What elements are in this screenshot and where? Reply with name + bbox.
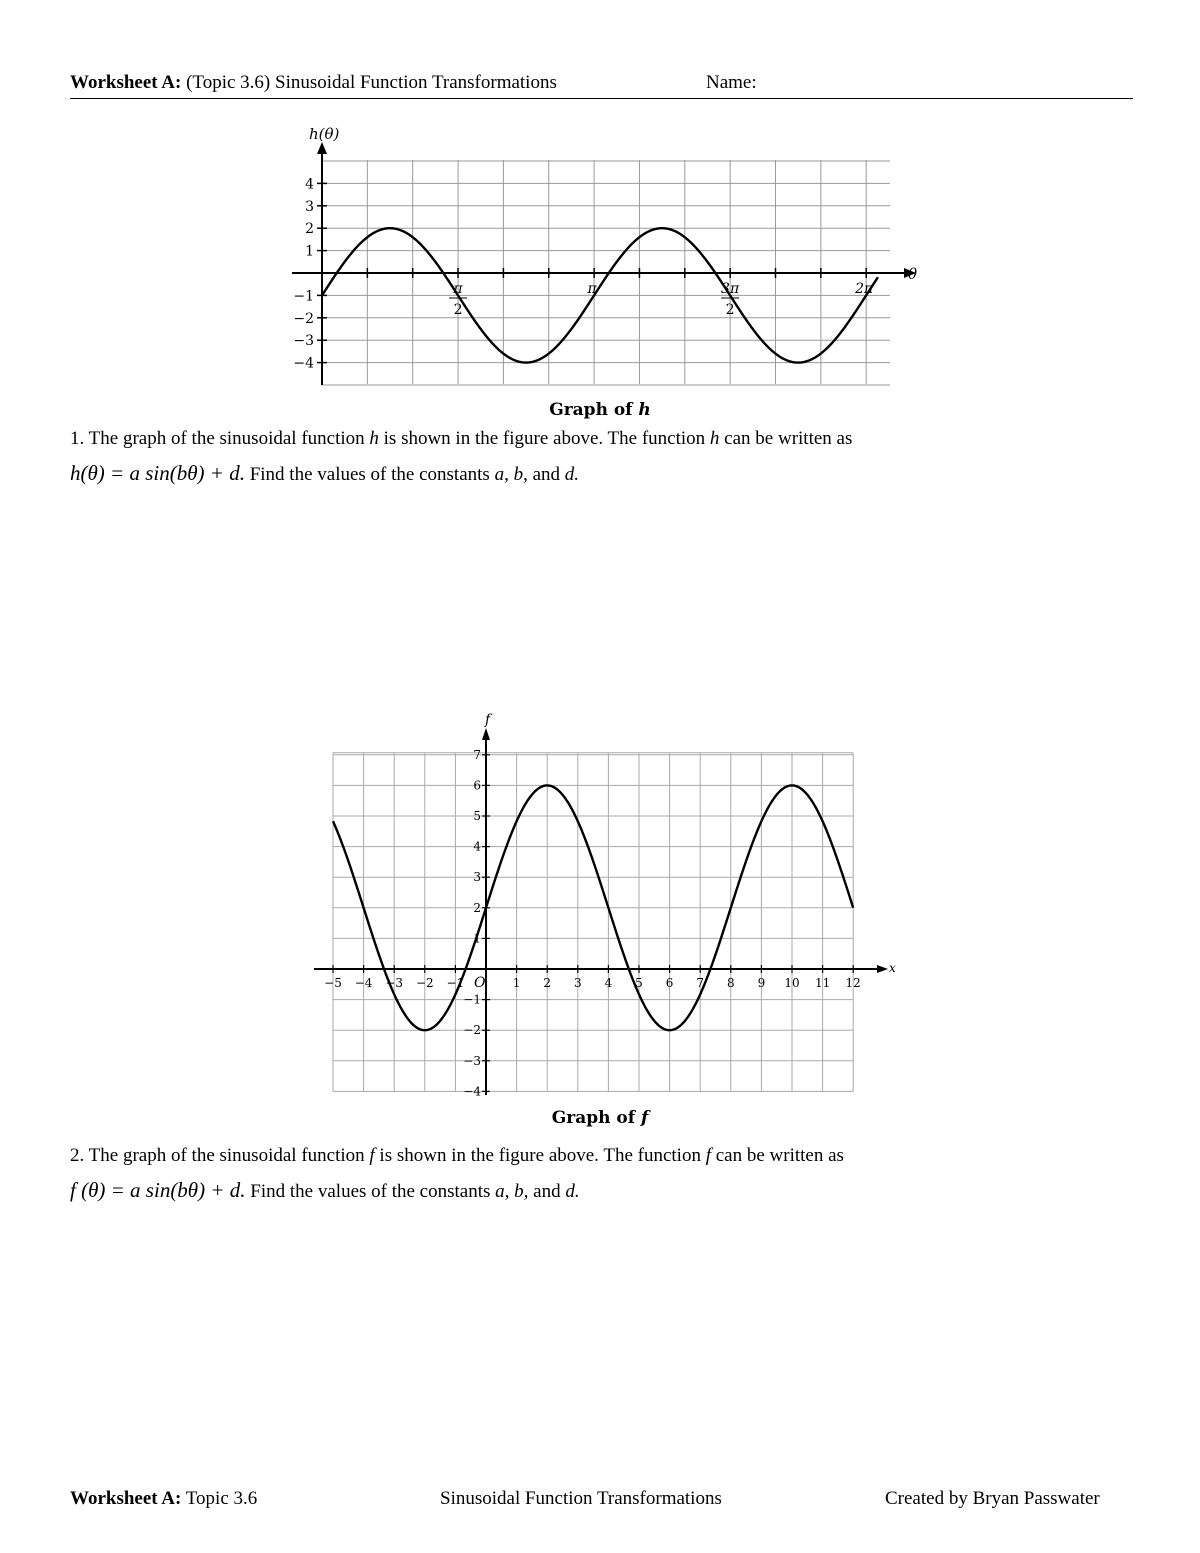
q1-and: and bbox=[532, 464, 560, 485]
q1-constants: a, b, bbox=[494, 464, 528, 485]
y-tick-label: 4 bbox=[473, 839, 481, 854]
y-tick-label: −1 bbox=[293, 288, 314, 305]
x-axis-label: θ bbox=[908, 265, 918, 283]
q1-number: 1. bbox=[70, 428, 85, 449]
y-tick-label: −4 bbox=[293, 355, 314, 372]
q2-text-a: The graph of the sinusoidal function bbox=[88, 1145, 365, 1166]
q1-text-b: is shown in the figure above. The function bbox=[383, 428, 706, 449]
graph-f-caption-prefix: Graph of bbox=[551, 1108, 636, 1128]
y-tick-label: 3 bbox=[305, 198, 314, 215]
footer-topic: Topic 3.6 bbox=[185, 1488, 258, 1509]
y-tick-label: −1 bbox=[463, 992, 481, 1007]
q2-number: 2. bbox=[70, 1145, 85, 1166]
x-axis-label: x bbox=[889, 961, 896, 975]
y-axis-arrow bbox=[317, 142, 327, 154]
y-tick-label: 6 bbox=[473, 778, 481, 793]
q2-text-d: Find the values of the constants bbox=[250, 1181, 491, 1202]
footer-center: Sinusoidal Function Transformations bbox=[440, 1488, 722, 1509]
x-tick-label: 10 bbox=[784, 976, 800, 990]
graph-f-caption bbox=[0, 1108, 1200, 1128]
q1-text-d: Find the values of the constants bbox=[249, 464, 490, 485]
q2-text-b: is shown in the figure above. The function bbox=[379, 1145, 701, 1166]
y-tick-label: 1 bbox=[305, 243, 314, 260]
y-tick-label: −4 bbox=[463, 1084, 481, 1099]
graph-h-caption-var: h bbox=[638, 400, 651, 420]
y-tick-label: −2 bbox=[293, 310, 314, 327]
y-axis-label: f bbox=[485, 712, 491, 728]
graph-f-caption-var: f bbox=[640, 1108, 649, 1128]
q2-and: and bbox=[533, 1181, 561, 1202]
question-1-line-1 bbox=[70, 422, 1070, 456]
q2-var: f bbox=[369, 1145, 375, 1166]
question-2-line-1 bbox=[70, 1139, 1070, 1173]
x-tick-label: 7 bbox=[696, 976, 705, 990]
x-tick-label-numerator: 3π bbox=[721, 281, 740, 297]
x-tick-label: 5 bbox=[635, 976, 643, 990]
x-tick-label: 1 bbox=[512, 976, 521, 990]
graph-h-caption-prefix: Graph of bbox=[549, 400, 633, 420]
q2-last-const: d. bbox=[565, 1181, 580, 1202]
q1-var2: h bbox=[709, 428, 720, 449]
q2-var2: f bbox=[705, 1145, 711, 1166]
y-tick-label: 4 bbox=[305, 176, 314, 193]
footer-label: Worksheet A: bbox=[70, 1488, 182, 1509]
x-tick-label: 8 bbox=[726, 976, 735, 990]
x-tick-label-numerator: π bbox=[453, 281, 463, 297]
question-1-line-2 bbox=[70, 456, 1070, 492]
footer-credit: Created by Bryan Passwater bbox=[885, 1488, 1100, 1509]
y-axis-label: h(θ) bbox=[309, 125, 340, 143]
x-tick-label: 11 bbox=[814, 976, 831, 990]
x-tick-label: 2 bbox=[543, 976, 552, 990]
name-label: Name: bbox=[706, 72, 757, 93]
x-tick-label: −1 bbox=[446, 976, 465, 990]
y-tick-label: −3 bbox=[463, 1053, 481, 1068]
x-axis-arrow bbox=[877, 965, 888, 973]
q2-text-c: can be written as bbox=[715, 1145, 844, 1166]
q1-var: h bbox=[369, 428, 379, 449]
x-tick-label: −4 bbox=[354, 976, 373, 990]
y-tick-label: 7 bbox=[473, 747, 481, 762]
q2-constants: a, b, bbox=[495, 1181, 529, 1202]
y-tick-label: 1 bbox=[473, 931, 481, 946]
origin-label: O bbox=[474, 975, 486, 991]
worksheet-label: Worksheet A: bbox=[70, 72, 182, 93]
graph-h-caption bbox=[0, 400, 1200, 420]
x-tick-label-denominator: 2 bbox=[725, 302, 735, 318]
x-tick-label: 3 bbox=[573, 976, 582, 990]
q2-equation: f (θ) = a sin(bθ) + d. bbox=[70, 1178, 246, 1202]
x-tick-label: 9 bbox=[757, 976, 766, 990]
x-tick-label: π bbox=[587, 281, 597, 297]
worksheet-topic: (Topic 3.6) Sinusoidal Function Transformations bbox=[186, 72, 557, 93]
y-axis-arrow bbox=[482, 728, 490, 740]
y-tick-label: −2 bbox=[463, 1023, 481, 1038]
graph-f bbox=[0, 700, 1200, 1110]
x-tick-label: −3 bbox=[385, 976, 404, 990]
x-tick-label: 6 bbox=[665, 976, 674, 990]
y-tick-label: 3 bbox=[473, 870, 481, 885]
q1-text-a: The graph of the sinusoidal function bbox=[88, 428, 365, 449]
footer-left bbox=[70, 1488, 257, 1510]
graph-h bbox=[0, 0, 1200, 400]
q1-last-const: d. bbox=[564, 464, 579, 485]
question-2-line-2 bbox=[70, 1173, 1070, 1209]
x-tick-label: −5 bbox=[324, 976, 342, 990]
question-1 bbox=[70, 422, 1070, 492]
y-tick-label: 2 bbox=[305, 221, 314, 238]
x-tick-label-denominator: 2 bbox=[453, 302, 463, 318]
y-tick-label: −3 bbox=[293, 333, 314, 350]
x-tick-label: 12 bbox=[845, 976, 861, 990]
q1-text-c: can be written as bbox=[724, 428, 853, 449]
x-tick-label: 2π bbox=[855, 281, 874, 297]
x-tick-label: −2 bbox=[415, 976, 434, 990]
x-tick-label: 4 bbox=[604, 976, 613, 990]
question-2 bbox=[70, 1139, 1070, 1209]
q1-equation: h(θ) = a sin(bθ) + d. bbox=[70, 461, 245, 485]
y-tick-label: 2 bbox=[473, 900, 481, 915]
y-tick-label: 5 bbox=[473, 809, 481, 823]
